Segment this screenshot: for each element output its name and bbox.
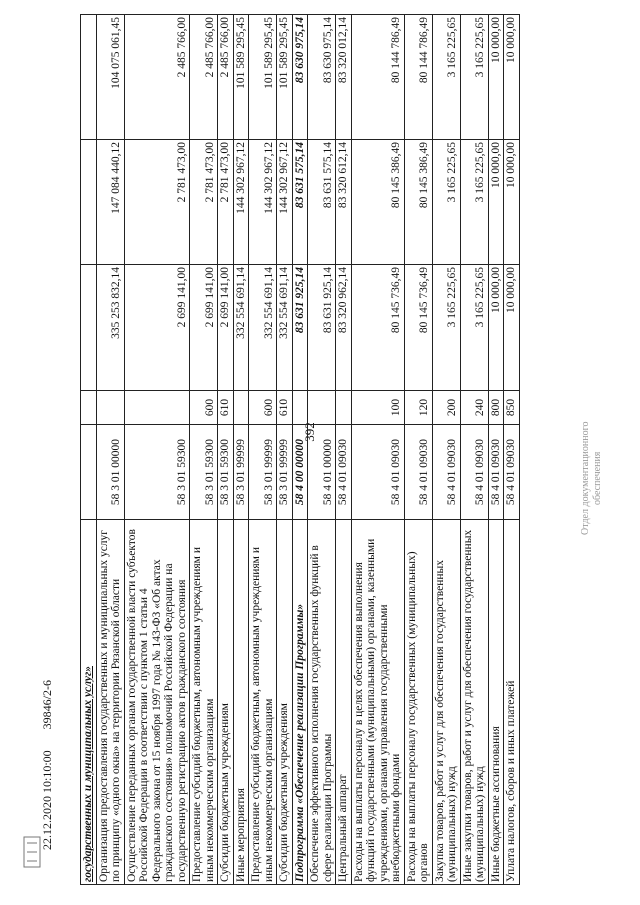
row-code-cell: 58 4 01 09030 <box>488 425 504 520</box>
row-code-cell: 58 3 01 59300 <box>190 425 218 520</box>
footer-datetime: 22.12.2020 10:10:00 <box>40 750 54 850</box>
row-vr-cell <box>96 391 124 425</box>
row-value-2023-cell: 101 589 295,45 <box>249 15 277 140</box>
row-value-2023-cell: 10 000,00 <box>504 15 520 140</box>
row-name-cell: Иные мероприятия <box>233 520 249 885</box>
table-row <box>218 15 234 885</box>
row-vr-cell <box>81 391 97 425</box>
table-row <box>96 15 124 885</box>
row-name-cell: Иные закупки товаров, работ и услуг для обеспечения государственных (муниципальных) нужд <box>460 520 488 885</box>
row-name-cell: Субсидии бюджетным учреждениям <box>218 520 234 885</box>
stamp-line-1: Отдел документационного <box>580 421 591 535</box>
row-vr-cell: 610 <box>277 391 293 425</box>
row-value-2023-cell: 101 589 295,45 <box>233 15 249 140</box>
department-stamp <box>580 345 620 535</box>
row-value-2021-cell: 335 253 832,14 <box>96 265 124 391</box>
row-vr-cell: 600 <box>249 391 277 425</box>
row-code-cell: 58 4 01 00000 <box>308 425 336 520</box>
table-row <box>351 15 404 885</box>
row-name-cell: Иные бюджетные ассигнования <box>488 520 504 885</box>
row-value-2021-cell: 3 165 225,65 <box>460 265 488 391</box>
row-value-2021-cell: 2 699 141,00 <box>124 265 190 391</box>
row-value-2021-cell: 80 145 736,49 <box>404 265 432 391</box>
row-vr-cell: 100 <box>351 391 404 425</box>
row-vr-cell: 120 <box>404 391 432 425</box>
rotated-table-wrapper <box>80 15 640 885</box>
row-value-2022-cell: 83 631 575,14 <box>308 140 336 265</box>
row-vr-cell: 600 <box>190 391 218 425</box>
row-name-cell: Уплата налогов, сборов и иных платежей <box>504 520 520 885</box>
row-vr-cell <box>336 391 352 425</box>
row-name-cell: Расходы на выплаты персоналу государственных (муниципальных) органов <box>404 520 432 885</box>
row-name-cell: Центральный аппарат <box>336 520 352 885</box>
row-code-cell: 58 3 01 59300 <box>218 425 234 520</box>
row-value-2021-cell: 332 554 691,14 <box>233 265 249 391</box>
budget-table <box>80 14 520 885</box>
row-value-2023-cell: 3 165 225,65 <box>432 15 460 140</box>
row-value-2022-cell: 10 000,00 <box>488 140 504 265</box>
row-value-2022-cell: 80 145 386,49 <box>351 140 404 265</box>
row-value-2022-cell: 147 084 440,12 <box>96 140 124 265</box>
row-code-cell: 58 4 01 09030 <box>460 425 488 520</box>
row-name-cell: государственных и муниципальных услуг» <box>81 520 97 885</box>
row-name-cell: Обеспечение эффективного исполнения государственных функций в сфере реализации Программы <box>308 520 336 885</box>
row-value-2022-cell: 144 302 967,12 <box>277 140 293 265</box>
row-code-cell: 58 3 01 99999 <box>249 425 277 520</box>
table-row <box>404 15 432 885</box>
table-row <box>432 15 460 885</box>
row-value-2022-cell: 83 631 575,14 <box>292 140 308 265</box>
row-name-cell: Подпрограмма «Обеспечение реализации Программы» <box>292 520 308 885</box>
row-value-2022-cell: 10 000,00 <box>504 140 520 265</box>
table-row <box>124 15 190 885</box>
row-value-2023-cell: 101 589 295,45 <box>277 15 293 140</box>
row-value-2022-cell: 144 302 967,12 <box>249 140 277 265</box>
row-value-2022-cell: 2 781 473,00 <box>190 140 218 265</box>
row-value-2021-cell: 332 554 691,14 <box>249 265 277 391</box>
row-code-cell: 58 4 01 09030 <box>404 425 432 520</box>
row-value-2023-cell: 83 630 975,14 <box>292 15 308 140</box>
row-value-2022-cell <box>81 140 97 265</box>
row-name-cell: Расходы на выплаты персоналу в целях обеспечения выполнения функций государственными (муниципальными) органами, казенными учреждениями, органами управления государственными внебюджетными фондами <box>351 520 404 885</box>
row-value-2023-cell: 2 485 766,00 <box>218 15 234 140</box>
table-row <box>292 15 308 885</box>
row-value-2022-cell: 144 302 967,12 <box>233 140 249 265</box>
row-code-cell: 58 3 01 00000 <box>96 425 124 520</box>
row-value-2021-cell: 2 699 141,00 <box>190 265 218 391</box>
row-value-2021-cell: 83 631 925,14 <box>308 265 336 391</box>
table-row <box>308 15 336 885</box>
stamp-line-2: обеспечения <box>592 451 603 505</box>
table-row <box>488 15 504 885</box>
row-vr-cell <box>308 391 336 425</box>
row-vr-cell <box>124 391 190 425</box>
row-value-2021-cell: 10 000,00 <box>488 265 504 391</box>
row-code-cell: 58 4 01 09030 <box>336 425 352 520</box>
row-vr-cell <box>292 391 308 425</box>
row-value-2023-cell: 80 144 786,49 <box>404 15 432 140</box>
row-code-cell: 58 3 01 99999 <box>233 425 249 520</box>
table-row <box>504 15 520 885</box>
row-vr-cell: 610 <box>218 391 234 425</box>
row-code-cell: 58 3 01 59300 <box>124 425 190 520</box>
row-value-2022-cell: 80 145 386,49 <box>404 140 432 265</box>
row-value-2021-cell: 3 165 225,65 <box>432 265 460 391</box>
page-number: 392 <box>301 422 317 442</box>
row-value-2022-cell: 3 165 225,65 <box>432 140 460 265</box>
row-value-2021-cell: 83 320 962,14 <box>336 265 352 391</box>
row-vr-cell: 240 <box>460 391 488 425</box>
row-name-cell: Организация предоставления государственных и муниципальных услуг по принципу «одного окна» на территории Рязанской области <box>96 520 124 885</box>
row-name-cell: Закупка товаров, работ и услуг для обеспечения государственных (муниципальных) нужд <box>432 520 460 885</box>
table-row <box>336 15 352 885</box>
row-value-2021-cell: 80 145 736,49 <box>351 265 404 391</box>
row-name-cell: Субсидии бюджетным учреждениям <box>277 520 293 885</box>
row-value-2021-cell: 83 631 925,14 <box>292 265 308 391</box>
row-value-2021-cell: 2 699 141,00 <box>218 265 234 391</box>
table-row <box>190 15 218 885</box>
row-value-2023-cell: 2 485 766,00 <box>190 15 218 140</box>
row-name-cell: Предоставление субсидий бюджетным, автономным учреждениям и иным некоммерческим организациям <box>249 520 277 885</box>
row-name-cell: Осуществление переданных органам государственной власти субъектов Российской Федерации в соответствии с пунктом 1 статьи 4 Федерального закона от 15 ноября 1997 года № 143-ФЗ «Об актах гражданского состояния» полномочий Российской Федерации на государственную регистрацию актов гражданского состояния <box>124 520 190 885</box>
row-vr-cell: 800 <box>488 391 504 425</box>
table-row <box>460 15 488 885</box>
row-value-2023-cell: 104 075 061,45 <box>96 15 124 140</box>
row-vr-cell: 850 <box>504 391 520 425</box>
row-value-2023-cell: 83 320 012,14 <box>336 15 352 140</box>
row-value-2023-cell <box>81 15 97 140</box>
table-row <box>249 15 277 885</box>
table-row <box>277 15 293 885</box>
row-value-2022-cell: 83 320 612,14 <box>336 140 352 265</box>
row-code-cell <box>81 425 97 520</box>
table-row <box>233 15 249 885</box>
row-code-cell: 58 4 01 09030 <box>504 425 520 520</box>
emblem-icon <box>22 835 42 869</box>
row-value-2022-cell: 2 781 473,00 <box>124 140 190 265</box>
row-value-2022-cell: 3 165 225,65 <box>460 140 488 265</box>
row-value-2023-cell: 80 144 786,49 <box>351 15 404 140</box>
row-value-2021-cell <box>81 265 97 391</box>
row-value-2021-cell: 332 554 691,14 <box>277 265 293 391</box>
row-vr-cell: 200 <box>432 391 460 425</box>
table-row <box>81 15 97 885</box>
row-code-cell: 58 4 00 00000 <box>292 425 308 520</box>
row-vr-cell <box>233 391 249 425</box>
row-code-cell: 58 4 01 09030 <box>432 425 460 520</box>
budget-table-body <box>81 15 520 885</box>
row-value-2023-cell: 83 630 975,14 <box>308 15 336 140</box>
row-value-2023-cell: 2 485 766,00 <box>124 15 190 140</box>
row-code-cell: 58 3 01 99999 <box>277 425 293 520</box>
row-value-2023-cell: 10 000,00 <box>488 15 504 140</box>
row-value-2023-cell: 3 165 225,65 <box>460 15 488 140</box>
row-value-2022-cell: 2 781 473,00 <box>218 140 234 265</box>
row-value-2021-cell: 10 000,00 <box>504 265 520 391</box>
row-code-cell: 58 4 01 09030 <box>351 425 404 520</box>
footer-doc-code: 39846/2-6 <box>40 679 54 730</box>
row-name-cell: Предоставление субсидий бюджетным, автономным учреждениям и иным некоммерческим организациям <box>190 520 218 885</box>
footer <box>40 30 60 850</box>
